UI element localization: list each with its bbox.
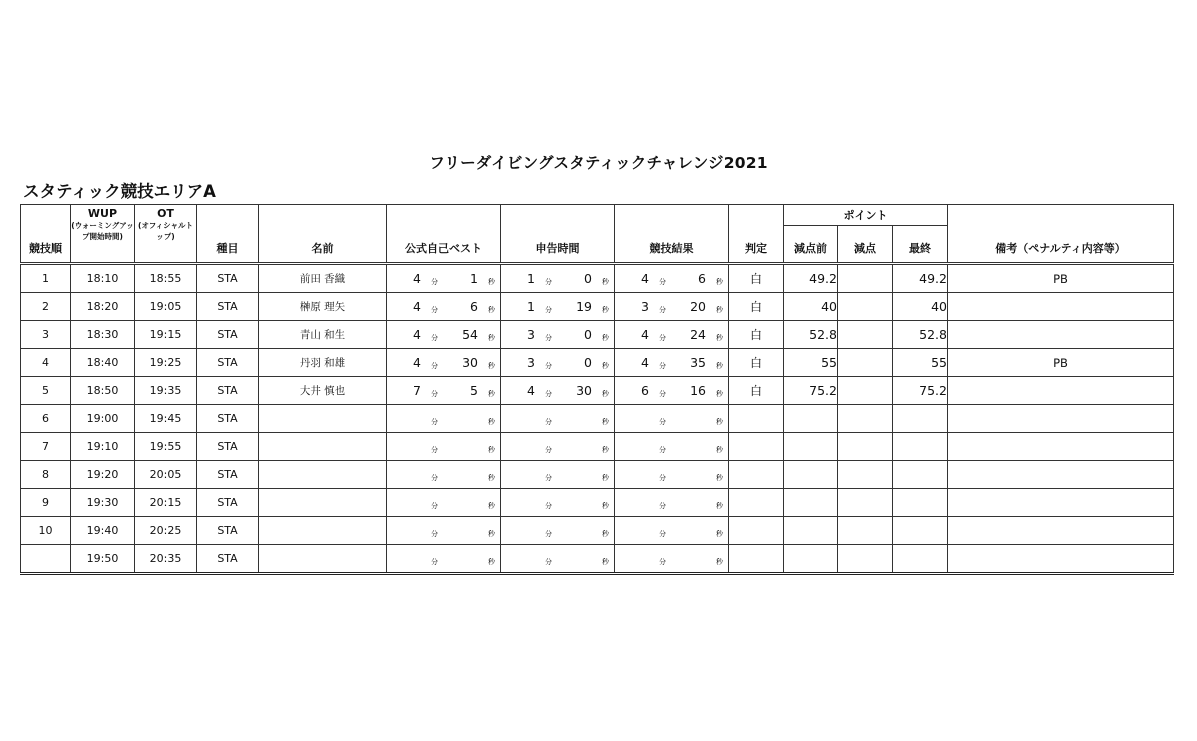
cell-personal-best-minutes: 4 bbox=[413, 355, 421, 370]
table-row bbox=[21, 264, 1174, 293]
cell-result bbox=[615, 321, 729, 349]
cell-order bbox=[21, 545, 71, 574]
cell-final bbox=[893, 405, 948, 433]
header-ot-sub: (オフィシャルトップ) bbox=[138, 221, 193, 241]
cell-personal-best bbox=[387, 461, 501, 489]
table-row bbox=[21, 489, 1174, 517]
cell-points-before: 40 bbox=[784, 293, 838, 321]
minute-unit: 分 bbox=[659, 418, 666, 426]
second-unit: 秒 bbox=[602, 558, 609, 566]
cell-order: 2 bbox=[21, 293, 71, 321]
cell-personal-best bbox=[387, 433, 501, 461]
table-header bbox=[21, 205, 1174, 264]
minute-unit: 分 bbox=[659, 474, 666, 482]
cell-points-before bbox=[784, 461, 838, 489]
second-unit: 秒 bbox=[716, 278, 723, 286]
cell-penalty bbox=[838, 293, 893, 321]
cell-personal-best bbox=[387, 489, 501, 517]
minute-unit: 分 bbox=[545, 306, 552, 314]
second-unit: 秒 bbox=[716, 530, 723, 538]
cell-result-seconds: 16 bbox=[690, 383, 706, 398]
cell-order: 10 bbox=[21, 517, 71, 545]
table-row bbox=[21, 461, 1174, 489]
second-unit: 秒 bbox=[716, 446, 723, 454]
second-unit: 秒 bbox=[716, 362, 723, 370]
cell-event: STA bbox=[197, 461, 259, 489]
cell-declared-time-seconds: 0 bbox=[584, 327, 592, 342]
second-unit: 秒 bbox=[488, 278, 495, 286]
second-unit: 秒 bbox=[602, 278, 609, 286]
minute-unit: 分 bbox=[545, 558, 552, 566]
cell-ot: 20:35 bbox=[135, 545, 197, 574]
header-event: 種目 bbox=[197, 205, 259, 264]
cell-declared-time bbox=[501, 405, 615, 433]
cell-remarks: PB bbox=[948, 264, 1174, 293]
cell-result bbox=[615, 377, 729, 405]
second-unit: 秒 bbox=[488, 474, 495, 482]
minute-unit: 分 bbox=[431, 278, 438, 286]
cell-judgement bbox=[729, 433, 784, 461]
cell-final: 55 bbox=[893, 349, 948, 377]
second-unit: 秒 bbox=[488, 530, 495, 538]
cell-judgement bbox=[729, 517, 784, 545]
minute-unit: 分 bbox=[545, 362, 552, 370]
cell-ot: 19:15 bbox=[135, 321, 197, 349]
cell-event: STA bbox=[197, 405, 259, 433]
header-result: 競技結果 bbox=[615, 205, 729, 264]
cell-event: STA bbox=[197, 377, 259, 405]
cell-wup: 19:50 bbox=[71, 545, 135, 574]
cell-personal-best-seconds: 30 bbox=[462, 355, 478, 370]
cell-declared-time bbox=[501, 293, 615, 321]
minute-unit: 分 bbox=[659, 558, 666, 566]
cell-personal-best bbox=[387, 264, 501, 293]
minute-unit: 分 bbox=[431, 558, 438, 566]
cell-remarks bbox=[948, 433, 1174, 461]
cell-event: STA bbox=[197, 349, 259, 377]
cell-personal-best bbox=[387, 377, 501, 405]
cell-ot: 18:55 bbox=[135, 264, 197, 293]
cell-judgement: 白 bbox=[729, 377, 784, 405]
cell-points-before: 75.2 bbox=[784, 377, 838, 405]
cell-final bbox=[893, 489, 948, 517]
second-unit: 秒 bbox=[488, 334, 495, 342]
cell-event: STA bbox=[197, 321, 259, 349]
cell-judgement bbox=[729, 405, 784, 433]
cell-ot: 19:25 bbox=[135, 349, 197, 377]
cell-points-before: 52.8 bbox=[784, 321, 838, 349]
cell-final: 52.8 bbox=[893, 321, 948, 349]
second-unit: 秒 bbox=[488, 502, 495, 510]
header-points: ポイント bbox=[784, 205, 948, 226]
cell-result bbox=[615, 461, 729, 489]
cell-result bbox=[615, 433, 729, 461]
minute-unit: 分 bbox=[659, 278, 666, 286]
cell-ot: 19:05 bbox=[135, 293, 197, 321]
cell-personal-best bbox=[387, 349, 501, 377]
cell-order: 5 bbox=[21, 377, 71, 405]
cell-remarks bbox=[948, 545, 1174, 574]
cell-wup: 19:20 bbox=[71, 461, 135, 489]
cell-points-before: 55 bbox=[784, 349, 838, 377]
second-unit: 秒 bbox=[488, 362, 495, 370]
header-points-before: 減点前 bbox=[784, 226, 838, 264]
header-penalty: 減点 bbox=[838, 226, 893, 264]
second-unit: 秒 bbox=[716, 390, 723, 398]
cell-event: STA bbox=[197, 517, 259, 545]
cell-event: STA bbox=[197, 545, 259, 574]
cell-remarks bbox=[948, 321, 1174, 349]
cell-points-before: 49.2 bbox=[784, 264, 838, 293]
cell-personal-best-minutes: 7 bbox=[413, 383, 421, 398]
table-row bbox=[21, 321, 1174, 349]
table-row bbox=[21, 405, 1174, 433]
minute-unit: 分 bbox=[545, 502, 552, 510]
table-row bbox=[21, 349, 1174, 377]
minute-unit: 分 bbox=[431, 530, 438, 538]
minute-unit: 分 bbox=[545, 418, 552, 426]
minute-unit: 分 bbox=[659, 530, 666, 538]
cell-order: 7 bbox=[21, 433, 71, 461]
minute-unit: 分 bbox=[431, 446, 438, 454]
cell-order: 4 bbox=[21, 349, 71, 377]
cell-ot: 20:15 bbox=[135, 489, 197, 517]
second-unit: 秒 bbox=[602, 446, 609, 454]
cell-points-before bbox=[784, 489, 838, 517]
cell-result-minutes: 4 bbox=[641, 327, 649, 342]
minute-unit: 分 bbox=[659, 446, 666, 454]
minute-unit: 分 bbox=[659, 390, 666, 398]
second-unit: 秒 bbox=[602, 502, 609, 510]
cell-wup: 18:10 bbox=[71, 264, 135, 293]
cell-result-seconds: 6 bbox=[698, 271, 706, 286]
cell-wup: 18:20 bbox=[71, 293, 135, 321]
cell-remarks bbox=[948, 405, 1174, 433]
second-unit: 秒 bbox=[602, 390, 609, 398]
minute-unit: 分 bbox=[431, 306, 438, 314]
second-unit: 秒 bbox=[488, 390, 495, 398]
cell-declared-time bbox=[501, 461, 615, 489]
cell-final: 40 bbox=[893, 293, 948, 321]
cell-name bbox=[259, 517, 387, 545]
cell-declared-time bbox=[501, 433, 615, 461]
second-unit: 秒 bbox=[716, 558, 723, 566]
cell-penalty bbox=[838, 349, 893, 377]
area-title: スタティック競技エリアA bbox=[23, 182, 216, 201]
cell-final bbox=[893, 461, 948, 489]
second-unit: 秒 bbox=[602, 334, 609, 342]
cell-name: 丹羽 和雄 bbox=[259, 349, 387, 377]
cell-judgement bbox=[729, 489, 784, 517]
minute-unit: 分 bbox=[431, 334, 438, 342]
minute-unit: 分 bbox=[545, 334, 552, 342]
cell-name bbox=[259, 489, 387, 517]
cell-personal-best-minutes: 4 bbox=[413, 327, 421, 342]
minute-unit: 分 bbox=[431, 418, 438, 426]
cell-declared-time-minutes: 1 bbox=[527, 299, 535, 314]
cell-remarks bbox=[948, 293, 1174, 321]
cell-final bbox=[893, 545, 948, 574]
cell-declared-time-minutes: 3 bbox=[527, 355, 535, 370]
header-final: 最終 bbox=[893, 226, 948, 264]
minute-unit: 分 bbox=[545, 278, 552, 286]
minute-unit: 分 bbox=[431, 502, 438, 510]
table-body bbox=[21, 264, 1174, 574]
cell-remarks: PB bbox=[948, 349, 1174, 377]
cell-personal-best-minutes: 4 bbox=[413, 271, 421, 286]
cell-penalty bbox=[838, 545, 893, 574]
table-row bbox=[21, 433, 1174, 461]
cell-ot: 20:05 bbox=[135, 461, 197, 489]
cell-final: 75.2 bbox=[893, 377, 948, 405]
cell-personal-best-seconds: 54 bbox=[462, 327, 478, 342]
cell-event: STA bbox=[197, 433, 259, 461]
minute-unit: 分 bbox=[659, 502, 666, 510]
second-unit: 秒 bbox=[488, 558, 495, 566]
cell-ot: 20:25 bbox=[135, 517, 197, 545]
header-ot-label: OT bbox=[157, 207, 174, 220]
cell-declared-time-seconds: 0 bbox=[584, 271, 592, 286]
cell-name bbox=[259, 405, 387, 433]
cell-personal-best-seconds: 1 bbox=[470, 271, 478, 286]
cell-declared-time-minutes: 1 bbox=[527, 271, 535, 286]
cell-event: STA bbox=[197, 264, 259, 293]
cell-remarks bbox=[948, 377, 1174, 405]
minute-unit: 分 bbox=[659, 362, 666, 370]
second-unit: 秒 bbox=[602, 306, 609, 314]
cell-points-before bbox=[784, 545, 838, 574]
cell-personal-best bbox=[387, 405, 501, 433]
cell-final: 49.2 bbox=[893, 264, 948, 293]
cell-name bbox=[259, 545, 387, 574]
cell-wup: 19:10 bbox=[71, 433, 135, 461]
cell-name: 青山 和生 bbox=[259, 321, 387, 349]
cell-judgement: 白 bbox=[729, 293, 784, 321]
cell-result-minutes: 3 bbox=[641, 299, 649, 314]
header-personal-best: 公式自己ベスト bbox=[387, 205, 501, 264]
cell-penalty bbox=[838, 433, 893, 461]
cell-result bbox=[615, 264, 729, 293]
results-table bbox=[20, 204, 1174, 575]
second-unit: 秒 bbox=[488, 418, 495, 426]
cell-name: 榊原 理矢 bbox=[259, 293, 387, 321]
cell-result bbox=[615, 349, 729, 377]
cell-declared-time bbox=[501, 545, 615, 574]
cell-ot: 19:55 bbox=[135, 433, 197, 461]
header-wup bbox=[71, 205, 135, 264]
cell-wup: 19:30 bbox=[71, 489, 135, 517]
cell-penalty bbox=[838, 264, 893, 293]
header-judgement: 判定 bbox=[729, 205, 784, 264]
cell-name: 前田 香織 bbox=[259, 264, 387, 293]
cell-declared-time bbox=[501, 377, 615, 405]
second-unit: 秒 bbox=[716, 334, 723, 342]
cell-penalty bbox=[838, 405, 893, 433]
cell-personal-best bbox=[387, 517, 501, 545]
cell-declared-time-minutes: 4 bbox=[527, 383, 535, 398]
second-unit: 秒 bbox=[716, 502, 723, 510]
cell-name bbox=[259, 461, 387, 489]
cell-wup: 19:00 bbox=[71, 405, 135, 433]
cell-penalty bbox=[838, 461, 893, 489]
cell-declared-time-seconds: 19 bbox=[576, 299, 592, 314]
second-unit: 秒 bbox=[716, 306, 723, 314]
cell-declared-time-seconds: 0 bbox=[584, 355, 592, 370]
cell-penalty bbox=[838, 377, 893, 405]
table-row bbox=[21, 377, 1174, 405]
cell-declared-time bbox=[501, 264, 615, 293]
second-unit: 秒 bbox=[716, 418, 723, 426]
cell-personal-best-seconds: 5 bbox=[470, 383, 478, 398]
cell-order: 3 bbox=[21, 321, 71, 349]
cell-result-minutes: 4 bbox=[641, 355, 649, 370]
cell-wup: 19:40 bbox=[71, 517, 135, 545]
minute-unit: 分 bbox=[545, 390, 552, 398]
header-wup-label: WUP bbox=[87, 207, 118, 220]
cell-declared-time-seconds: 30 bbox=[576, 383, 592, 398]
cell-final bbox=[893, 433, 948, 461]
cell-result bbox=[615, 489, 729, 517]
minute-unit: 分 bbox=[431, 474, 438, 482]
cell-declared-time bbox=[501, 517, 615, 545]
cell-event: STA bbox=[197, 293, 259, 321]
cell-result bbox=[615, 517, 729, 545]
header-wup-sub: (ウォーミングアップ開始時間) bbox=[71, 221, 134, 241]
second-unit: 秒 bbox=[602, 474, 609, 482]
second-unit: 秒 bbox=[716, 474, 723, 482]
header-ot bbox=[135, 205, 197, 264]
cell-remarks bbox=[948, 517, 1174, 545]
header-order: 競技順 bbox=[21, 205, 71, 264]
cell-name: 大井 慎也 bbox=[259, 377, 387, 405]
minute-unit: 分 bbox=[659, 334, 666, 342]
cell-event: STA bbox=[197, 489, 259, 517]
cell-personal-best bbox=[387, 293, 501, 321]
cell-judgement: 白 bbox=[729, 321, 784, 349]
cell-personal-best-minutes: 4 bbox=[413, 299, 421, 314]
cell-result bbox=[615, 293, 729, 321]
cell-judgement: 白 bbox=[729, 264, 784, 293]
cell-personal-best bbox=[387, 545, 501, 574]
table-row bbox=[21, 545, 1174, 574]
cell-declared-time-minutes: 3 bbox=[527, 327, 535, 342]
cell-result-seconds: 35 bbox=[690, 355, 706, 370]
cell-remarks bbox=[948, 461, 1174, 489]
cell-result-seconds: 20 bbox=[690, 299, 706, 314]
document-title: フリーダイビングスタティックチャレンジ2021 bbox=[429, 154, 768, 172]
header-remarks: 備考（ペナルティ内容等） bbox=[948, 205, 1174, 264]
cell-final bbox=[893, 517, 948, 545]
cell-declared-time bbox=[501, 349, 615, 377]
minute-unit: 分 bbox=[431, 362, 438, 370]
minute-unit: 分 bbox=[545, 530, 552, 538]
cell-judgement bbox=[729, 461, 784, 489]
cell-judgement: 白 bbox=[729, 349, 784, 377]
cell-declared-time bbox=[501, 321, 615, 349]
cell-name bbox=[259, 433, 387, 461]
minute-unit: 分 bbox=[545, 474, 552, 482]
cell-points-before bbox=[784, 517, 838, 545]
minute-unit: 分 bbox=[431, 390, 438, 398]
cell-wup: 18:50 bbox=[71, 377, 135, 405]
cell-points-before bbox=[784, 405, 838, 433]
second-unit: 秒 bbox=[602, 530, 609, 538]
cell-ot: 19:45 bbox=[135, 405, 197, 433]
cell-order: 6 bbox=[21, 405, 71, 433]
cell-penalty bbox=[838, 489, 893, 517]
cell-ot: 19:35 bbox=[135, 377, 197, 405]
minute-unit: 分 bbox=[659, 306, 666, 314]
table-row bbox=[21, 293, 1174, 321]
cell-remarks bbox=[948, 489, 1174, 517]
header-declared-time: 申告時間 bbox=[501, 205, 615, 264]
cell-result-minutes: 6 bbox=[641, 383, 649, 398]
cell-order: 8 bbox=[21, 461, 71, 489]
cell-wup: 18:30 bbox=[71, 321, 135, 349]
cell-personal-best-seconds: 6 bbox=[470, 299, 478, 314]
cell-result-minutes: 4 bbox=[641, 271, 649, 286]
cell-result bbox=[615, 405, 729, 433]
second-unit: 秒 bbox=[488, 306, 495, 314]
cell-result-seconds: 24 bbox=[690, 327, 706, 342]
second-unit: 秒 bbox=[602, 418, 609, 426]
table-row bbox=[21, 517, 1174, 545]
cell-points-before bbox=[784, 433, 838, 461]
header-name: 名前 bbox=[259, 205, 387, 264]
cell-judgement bbox=[729, 545, 784, 574]
second-unit: 秒 bbox=[602, 362, 609, 370]
minute-unit: 分 bbox=[545, 446, 552, 454]
cell-wup: 18:40 bbox=[71, 349, 135, 377]
cell-personal-best bbox=[387, 321, 501, 349]
cell-result bbox=[615, 545, 729, 574]
cell-declared-time bbox=[501, 489, 615, 517]
cell-penalty bbox=[838, 517, 893, 545]
second-unit: 秒 bbox=[488, 446, 495, 454]
cell-penalty bbox=[838, 321, 893, 349]
cell-order: 9 bbox=[21, 489, 71, 517]
cell-order: 1 bbox=[21, 264, 71, 293]
